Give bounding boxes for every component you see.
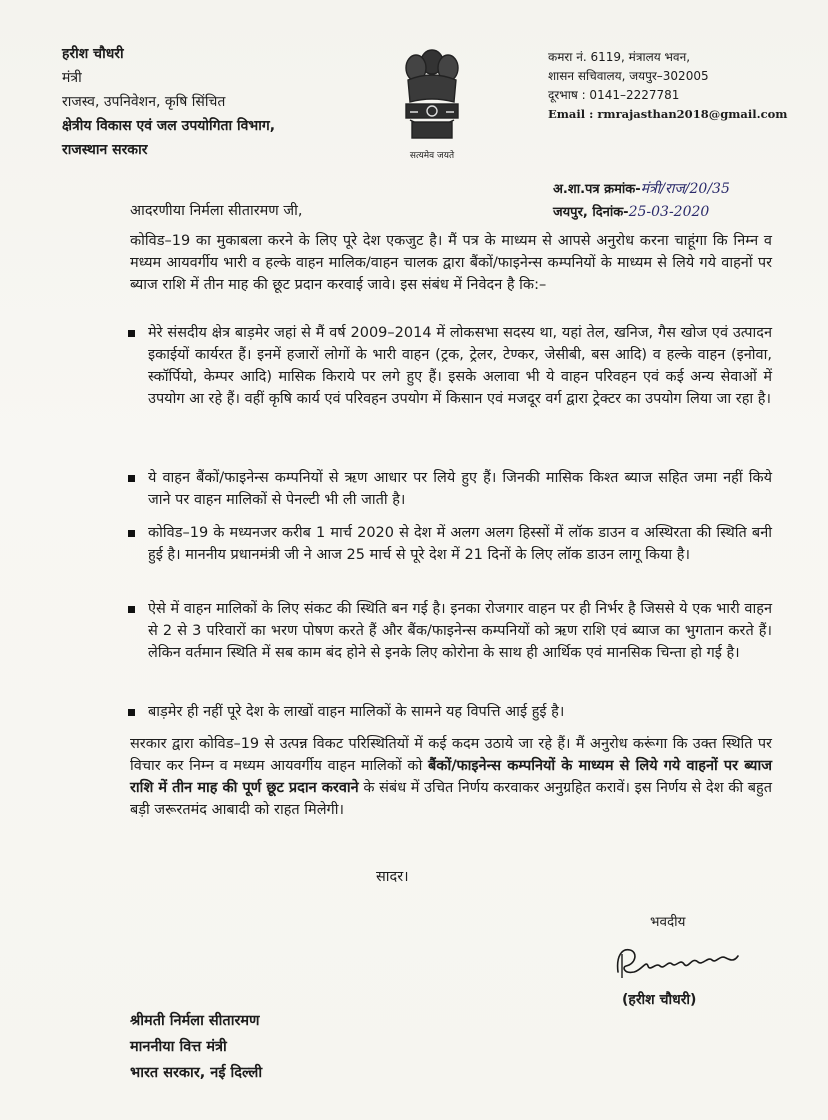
yours-faithfully: भवदीय [650,914,686,930]
date-label: जयपुर, दिनांक- [553,205,629,220]
addressee-name: श्रीमती निर्मला सीतारमण [130,1013,260,1029]
point-3: कोविड–19 के मध्यनजर करीब 1 मार्च 2020 से देश में अलग अलग हिस्सों में लॉक डाउन व अस्थिरता की स्थिति बनी हुई है। माननीय प्रधानमंत्री जी ने आज 25 मार्च से पूरे देश में 21 दिनों के लिए लॉक डाउन लागू किया है। [148,525,772,563]
point-5: बाड़मेर ही नहीं पूरे देश के लाखों वाहन मालिकों के सामने यह विपत्ति आई हुई है। [148,704,565,720]
letter-no-label: अ.शा.पत्र क्रमांक- [553,182,641,197]
point-2: ये वाहन बैंकों/फाइनेन्स कम्पनियों से ऋण आधार पर लिये हुए हैं। जिनकी मासिक किश्त ब्याज सहित जमा नहीं किये जाने पर वाहन मालिकों से पेनल्टी भी ली जाती है। [148,470,772,508]
point-4: ऐसे में वाहन मालिकों के लिए संकट की स्थिति बन गई है। इनका रोजगार वाहन पर ही निर्भर है जिससे ये एक भारी वाहन से 2 से 3 परिवारों का भरण पोषण करते हैं और बैंक/फाइनेन्स कम्पनियों को ऋण राशि एवं ब्याज का भुगतान करते हैं। लेकिन वर्तमान स्थिति में सब काम बंद होने से इनके लिए कोरोना के साथ ही आर्थिक एवं मानसिक चिन्ता हो गई है। [148,601,772,661]
request-text-2: के संबंध में उचित निर्णय करवाकर अनुग्रहित करावें। इस निर्णय से देश की बहुत बड़ी जरूरतमंद आबादी को राहत मिलेगी। [130,780,772,818]
handwritten-signature-icon [612,942,742,984]
sender-portfolio-1: राजस्व, उपनिवेशन, कृषि सिंचित [62,94,226,110]
addressee-block [130,1008,262,1086]
reference-block [553,178,730,224]
sender-government: राजस्थान सरकार [62,142,148,158]
letter-no-value: मंत्री/राज/20/35 [640,181,730,197]
request-text-bold: बैंकों/फाइनेन्स कम्पनियों के माध्यम से लिये गये वाहनों पर ब्याज राशि में तीन माह की पूर्ण छूट प्रदान करवाने [130,758,772,796]
bullet-icon [128,330,135,337]
request-paragraph [130,733,772,821]
office-contact-block [548,48,787,124]
bullet-icon [128,530,135,537]
sender-block [62,42,275,162]
emblem-motto: सत्यमेव जयते [409,151,455,161]
bullet-icon [128,475,135,482]
request-text-1: सरकार द्वारा कोविड–19 से उत्पन्न विकट परिस्थितियों में कई कदम उठाये जा रहे हैं। मैं अनुरोध करूंगा कि उक्त स्थिति पर विचार कर निम्न व मध्यम आयवर्गीय वाहन मालिकों को [130,736,772,774]
date-value: 25-03-2020 [628,204,710,220]
addressee-office: भारत सरकार, नई दिल्ली [130,1065,263,1081]
office-address-1: कमरा नं. 6119, मंत्रालय भवन, [548,50,691,64]
bullet-icon [128,606,135,613]
salutation: आदरणीया निर्मला सीतारमण जी, [130,203,303,219]
sender-designation: मंत्री [62,70,82,86]
office-phone: दूरभाष : 0141–2227781 [548,88,680,102]
sender-name: हरीश चौधरी [62,46,124,62]
point-1: मेरे संसदीय क्षेत्र बाड़मेर जहां से मैं वर्ष 2009–2014 में लोकसभा सदस्य था, यहां तेल, खनिज, गैस खोज एवं उत्पादन इकाईयों कार्यरत हैं। इनमें हजारों लोगों के भारी वाहन (ट्रक, ट्रेलर, टेण्कर, जेसीबी, बस आदि) व हल्के वाहन (इनोवा, स्कॉर्पियो, केम्पर आदि) मासिक किराये पर लगे हुए हैं। इसके अलावा भी ये वाहन परिवहन एवं कई अन्य सेवाओं में उपयोग आ रहे हैं। वहीं कृषि कार्य एवं परिवहन उपयोग में किसान एवं मजदूर वर्ग द्वारा ट्रेक्टर का उपयोग लिया जा रहा है। [148,325,772,407]
office-email: Email : rmrajasthan2018@gmail.com [548,107,788,121]
office-address-2: शासन सचिवालय, जयपुर–302005 [548,69,709,83]
sender-portfolio-2: क्षेत्रीय विकास एवं जल उपयोगिता विभाग, [62,118,276,134]
closing: सादर। [376,869,409,885]
national-emblem-icon [392,40,472,160]
addressee-designation: माननीया वित्त मंत्री [130,1039,227,1055]
bullet-icon [128,709,135,716]
signatory-name: (हरीश चौधरी) [622,992,697,1008]
intro-paragraph: कोविड–19 का मुकाबला करने के लिए पूरे देश एकजुट है। मैं पत्र के माध्यम से आपसे अनुरोध करना चाहूंगा कि निम्न व मध्यम आयवर्गीय भारी व हल्के वाहन मालिक/वाहन चालक द्वारा बैंकों/फाइनेन्स कम्पनियों के माध्यम से लिये गये वाहनों पर ब्याज राशि में तीन माह की छूट प्रदान करवाई जावे। इस संबंध में निवेदन है कि:– [130,233,772,293]
